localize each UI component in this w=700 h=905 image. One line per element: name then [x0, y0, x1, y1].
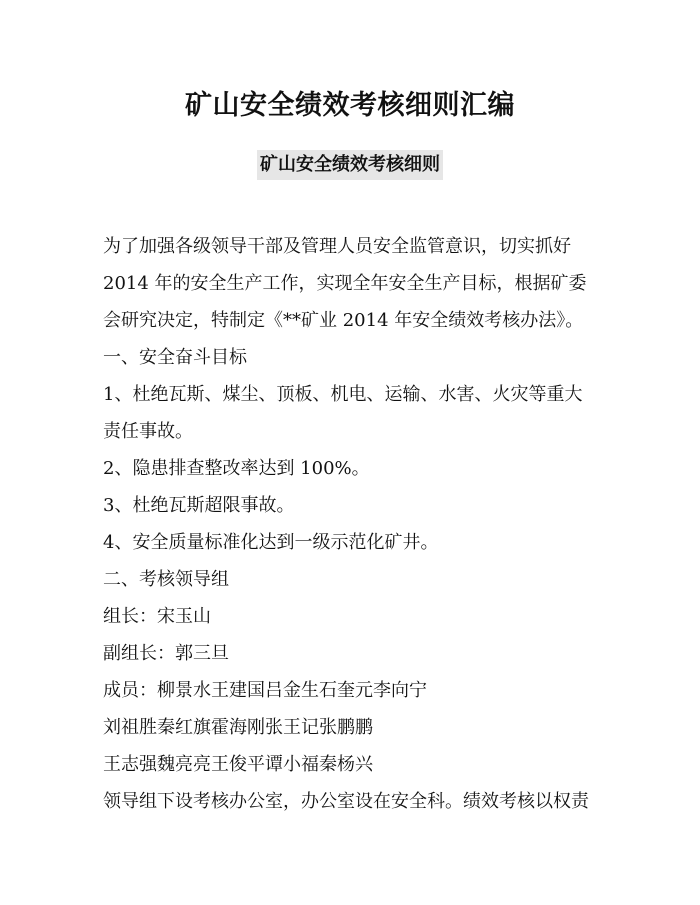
subtitle-row: [0, 150, 700, 180]
body-line: 副组长：郭三旦: [103, 643, 229, 664]
document-title: 矿山安全绩效考核细则汇编: [185, 90, 515, 121]
list-item: 3、杜绝瓦斯超限事故。: [103, 495, 295, 516]
list-item-continuation: 责任事故。: [103, 421, 193, 442]
document-body: [103, 228, 613, 820]
list-item: 1、杜绝瓦斯、煤尘、顶板、机电、运输、水害、火灾等重大: [103, 384, 583, 405]
section-heading: 二、考核领导组: [103, 569, 229, 590]
body-line: 王志强魏亮亮王俊平谭小福秦杨兴: [103, 754, 373, 775]
body-line: 2014 年的安全生产工作，实现全年安全生产目标，根据矿委: [103, 273, 587, 294]
body-line: 领导组下设考核办公室，办公室设在安全科。绩效考核以权责: [103, 791, 589, 812]
body-line: 刘祖胜秦红旗霍海刚张王记张鹏鹏: [103, 717, 373, 738]
section-heading: 一、安全奋斗目标: [103, 347, 247, 368]
list-item: 4、安全质量标准化达到一级示范化矿井。: [103, 532, 439, 553]
body-line: 为了加强各级领导干部及管理人员安全监管意识，切实抓好: [103, 236, 571, 257]
list-item: 2、隐患排查整改率达到 100%。: [103, 458, 370, 479]
document-subtitle: 矿山安全绩效考核细则: [257, 150, 443, 180]
body-line: 成员：柳景水王建国吕金生石奎元李向宁: [103, 680, 427, 701]
body-line: 会研究决定，特制定《**矿业 2014 年安全绩效考核办法》。: [103, 310, 584, 331]
body-line: 组长：宋玉山: [103, 606, 211, 627]
